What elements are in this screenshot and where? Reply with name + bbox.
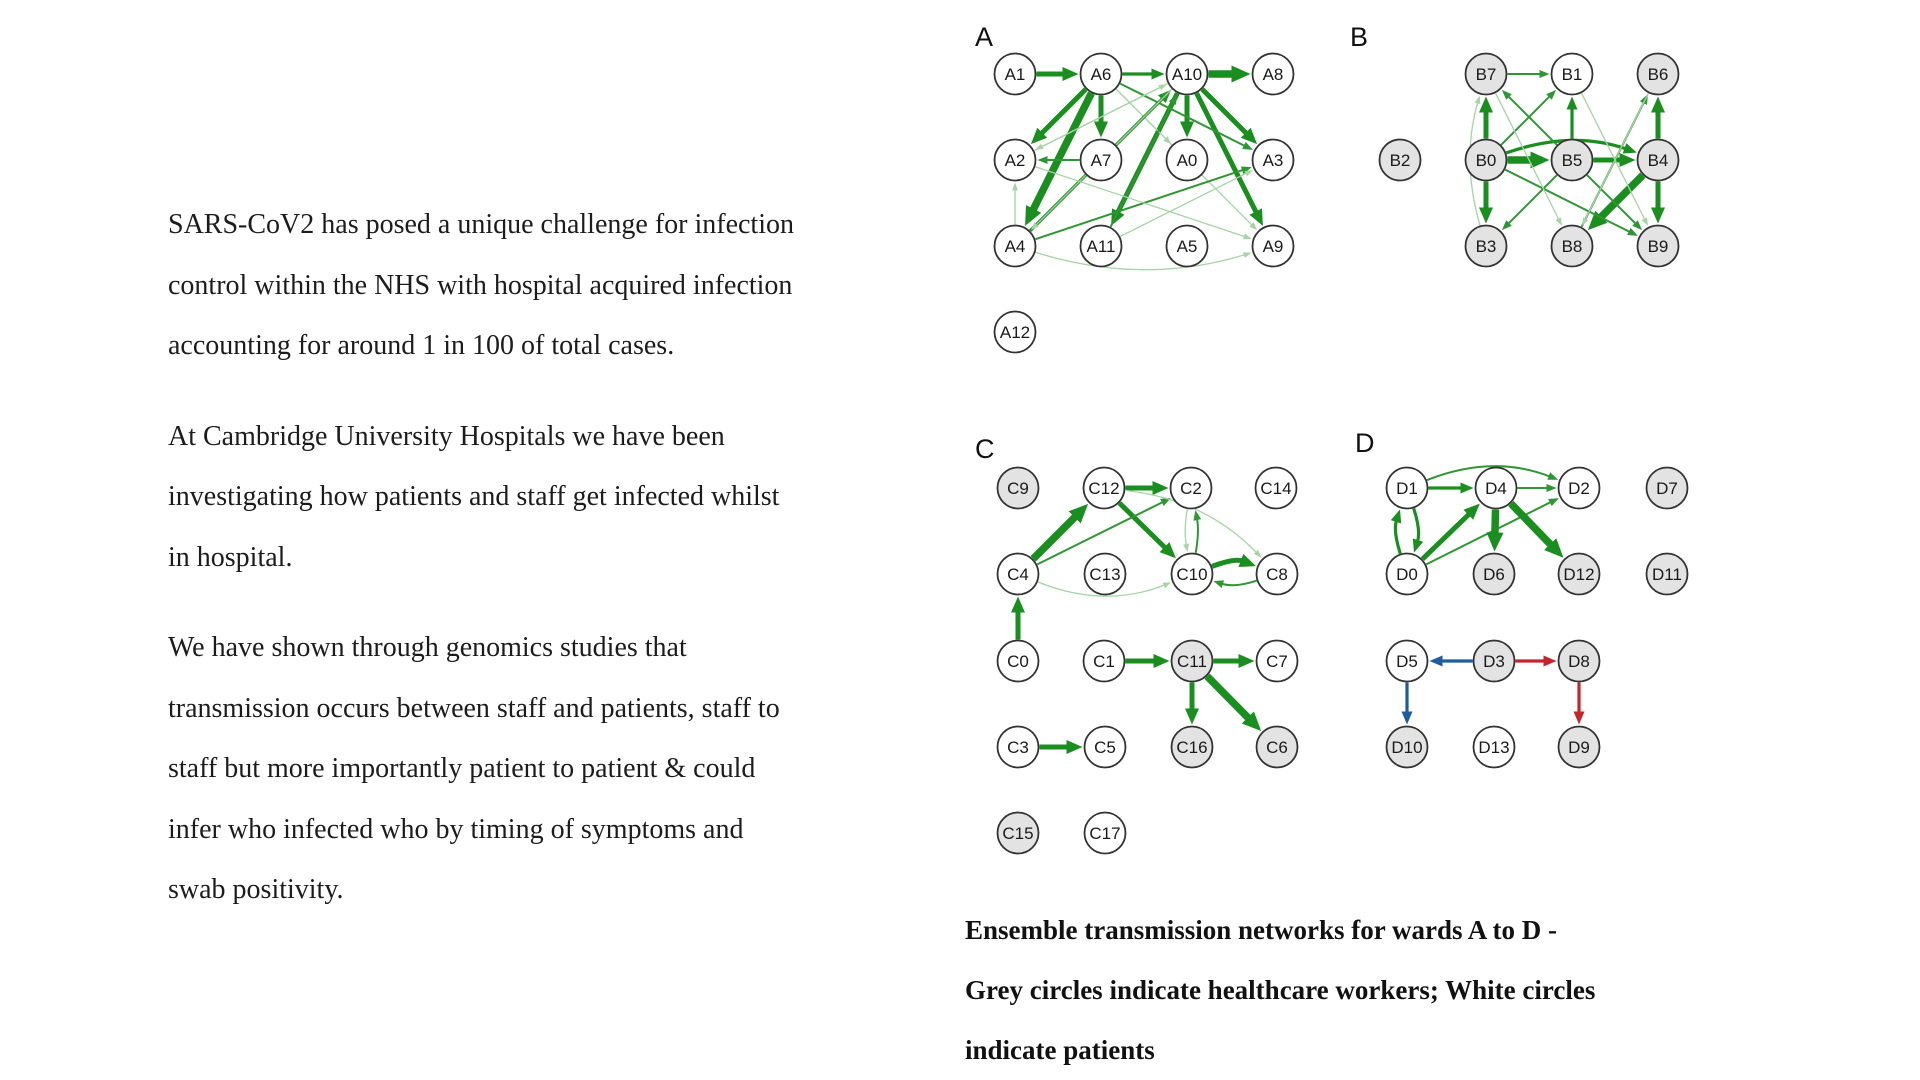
node-label-B3: B3 [1475, 237, 1497, 256]
node-label-A2: A2 [1004, 151, 1026, 170]
edge-A4-A9 [1036, 252, 1246, 269]
panel-label-B: B [1350, 22, 1369, 52]
arrowhead-A6-A3 [1242, 142, 1253, 150]
arrowhead-B0-B9 [1627, 228, 1638, 236]
paragraph-line: accounting for around 1 in 100 of total cases. [168, 330, 675, 361]
arrowhead-C2-C10 [1183, 544, 1189, 552]
node-label-D2: D2 [1568, 479, 1590, 498]
arrowhead-B0-B4 [1623, 143, 1637, 153]
panel-label-A: A [975, 22, 994, 52]
edge-D4-D6 [1495, 510, 1496, 535]
node-label-B1: B1 [1561, 65, 1583, 84]
node-label-C1: C1 [1093, 652, 1115, 671]
node-label-D4: D4 [1485, 479, 1507, 498]
arrowhead-B5-B1 [1567, 97, 1578, 110]
paragraph-line: We have shown through genomics studies that [168, 632, 687, 663]
figure-caption [965, 900, 1785, 1080]
node-label-B7: B7 [1475, 65, 1497, 84]
edge-C10-C8 [1212, 560, 1243, 566]
caption-line: indicate patients [965, 1035, 1155, 1065]
node-label-A1: A1 [1004, 65, 1026, 84]
edge-D1-D0 [1414, 508, 1419, 542]
arrowhead-C11-C16 [1185, 709, 1199, 725]
node-label-A8: A8 [1262, 65, 1284, 84]
arrowhead-C10-C8 [1239, 554, 1256, 567]
node-label-C17: C17 [1089, 824, 1121, 843]
arrowhead-C12-C2 [1153, 481, 1169, 495]
edge-A4-A3 [1035, 170, 1244, 240]
arrowhead-B0-B7 [1479, 97, 1493, 113]
node-label-D11: D11 [1652, 565, 1682, 584]
paragraph-line: SARS-CoV2 has posed a unique challenge for infection [168, 209, 794, 240]
node-label-D7: D7 [1656, 479, 1678, 498]
arrowhead-D3-D5 [1430, 656, 1443, 667]
node-label-C8: C8 [1266, 565, 1288, 584]
arrowhead-D8-D9 [1574, 712, 1585, 725]
node-label-D5: D5 [1396, 652, 1418, 671]
caption-line: Ensemble transmission networks for wards A to D - [965, 915, 1558, 945]
arrowhead-A1-A6 [1063, 67, 1079, 81]
edge-D0-D4 [1423, 513, 1470, 559]
arrowhead-A10-A0 [1180, 122, 1194, 138]
node-label-B4: B4 [1647, 151, 1669, 170]
transmission-networks-figure [950, 0, 1780, 880]
arrowhead-D1-D4 [1461, 483, 1474, 494]
arrowhead-A7-A2 [1038, 156, 1048, 164]
arrowhead-C4-C10 [1163, 582, 1172, 588]
edge-D4-D12 [1511, 504, 1552, 546]
arrowhead-A4-A9 [1243, 252, 1252, 258]
node-label-A10: A10 [1171, 65, 1203, 84]
arrowhead-B7-B8 [1556, 217, 1562, 226]
node-label-C16: C16 [1176, 738, 1208, 757]
node-label-D12: D12 [1563, 565, 1595, 584]
arrowhead-B4-B9 [1651, 208, 1665, 224]
node-label-C7: C7 [1266, 652, 1288, 671]
node-label-B5: B5 [1561, 151, 1583, 170]
node-label-A5: A5 [1176, 237, 1198, 256]
arrowhead-D0-D2 [1548, 498, 1559, 506]
node-label-A9: A9 [1262, 237, 1284, 256]
node-label-D13: D13 [1478, 738, 1510, 757]
node-label-B6: B6 [1647, 65, 1669, 84]
node-label-C13: C13 [1089, 565, 1121, 584]
arrowhead-A10-A8 [1232, 66, 1251, 83]
node-label-C14: C14 [1260, 479, 1292, 498]
arrowhead-D0-D1 [1391, 509, 1401, 523]
node-label-A0: A0 [1176, 151, 1198, 170]
node-label-C9: C9 [1007, 479, 1029, 498]
arrowhead-B6-B8 [1582, 217, 1588, 226]
node-label-D3: D3 [1483, 652, 1505, 671]
arrowhead-A11-A3 [1244, 170, 1253, 176]
paragraph-line: in hospital. [168, 541, 293, 573]
node-label-C0: C0 [1007, 652, 1029, 671]
node-label-C2: C2 [1180, 479, 1202, 498]
node-label-D9: D9 [1568, 738, 1590, 757]
node-label-C5: C5 [1094, 738, 1116, 757]
paragraph-line: investigating how patients and staff get infected whilst [168, 481, 780, 512]
arrowhead-B7-B1 [1540, 70, 1550, 78]
edge-C2-C10 [1185, 509, 1187, 546]
node-label-A3: A3 [1262, 151, 1284, 170]
arrowhead-C11-C7 [1239, 654, 1255, 668]
node-label-D0: D0 [1396, 565, 1418, 584]
arrowhead-A2-A9 [1243, 234, 1252, 240]
arrowhead-A6-A7 [1094, 122, 1108, 138]
arrowhead-D5-D10 [1402, 712, 1413, 725]
panel-label-C: C [975, 434, 995, 464]
node-label-C3: C3 [1007, 738, 1029, 757]
node-label-C6: C6 [1266, 738, 1288, 757]
node-label-A11: A11 [1086, 237, 1116, 256]
panel-label-D: D [1355, 428, 1375, 458]
arrowhead-D1-D0 [1413, 539, 1423, 553]
node-label-A12: A12 [999, 323, 1031, 342]
paragraph-line: staff but more importantly patient to patient & could [168, 753, 756, 784]
node-label-D10: D10 [1391, 738, 1423, 757]
arrowhead-B5-B4 [1620, 153, 1636, 167]
node-label-B8: B8 [1561, 237, 1583, 256]
article-text [168, 195, 968, 951]
arrowhead-D3-D8 [1544, 656, 1557, 667]
node-label-A7: A7 [1090, 151, 1112, 170]
arrowhead-A4-A2 [1012, 183, 1018, 191]
paragraph [168, 618, 968, 921]
node-label-B9: B9 [1647, 237, 1669, 256]
arrowhead-D4-D2 [1547, 484, 1557, 492]
arrowhead-D4-D6 [1487, 532, 1504, 551]
arrowhead-B3-B7 [1475, 96, 1481, 105]
paragraph-line: transmission occurs between staff and patients, staff to [168, 692, 780, 724]
paragraph [168, 195, 968, 377]
edge-C4-C12 [1033, 516, 1076, 559]
arrowhead-B1-B9 [1642, 217, 1648, 226]
edge-C8-C10 [1221, 581, 1257, 586]
node-label-D8: D8 [1568, 652, 1590, 671]
caption-line: Grey circles indicate healthcare workers; White circles [965, 975, 1596, 1005]
edge-C10-C2 [1196, 518, 1198, 553]
node-label-A6: A6 [1090, 65, 1112, 84]
node-label-B0: B0 [1475, 151, 1497, 170]
arrowhead-B0-B5 [1531, 152, 1550, 169]
node-label-C4: C4 [1007, 565, 1029, 584]
paragraph-line: infer who infected who by timing of symptoms and [168, 813, 744, 845]
edge-B4-B8 [1600, 175, 1643, 218]
paragraph-line: At Cambridge University Hospitals we have been [168, 420, 725, 452]
node-label-C15: C15 [1002, 824, 1034, 843]
edge-B5-B7 [1508, 96, 1557, 145]
arrowhead-B0-B3 [1479, 208, 1493, 224]
paragraph-line: swab positivity. [168, 874, 344, 905]
edge-D0-D1 [1395, 520, 1400, 554]
node-label-C10: C10 [1176, 565, 1208, 584]
paragraph [168, 407, 968, 589]
paragraph-line: control within the NHS with hospital acquired infection [168, 269, 793, 301]
node-label-C12: C12 [1088, 479, 1120, 498]
node-label-B2: B2 [1389, 151, 1411, 170]
arrowhead-D1-D2 [1547, 472, 1558, 480]
node-label-C11: C11 [1177, 652, 1207, 671]
arrowhead-B4-B6 [1651, 97, 1665, 113]
arrowhead-C1-C11 [1154, 654, 1170, 668]
node-label-D1: D1 [1396, 479, 1418, 498]
arrowhead-A6-A10 [1152, 69, 1165, 80]
edge-C11-C6 [1207, 676, 1249, 719]
arrowhead-C3-C5 [1067, 740, 1083, 754]
arrowhead-A10-A2 [1035, 144, 1044, 150]
edge-C12-C10 [1119, 503, 1166, 549]
node-label-A4: A4 [1004, 237, 1026, 256]
node-label-D6: D6 [1483, 565, 1505, 584]
arrowhead-C0-C4 [1011, 597, 1025, 613]
arrowhead-C8-C10 [1213, 580, 1224, 588]
